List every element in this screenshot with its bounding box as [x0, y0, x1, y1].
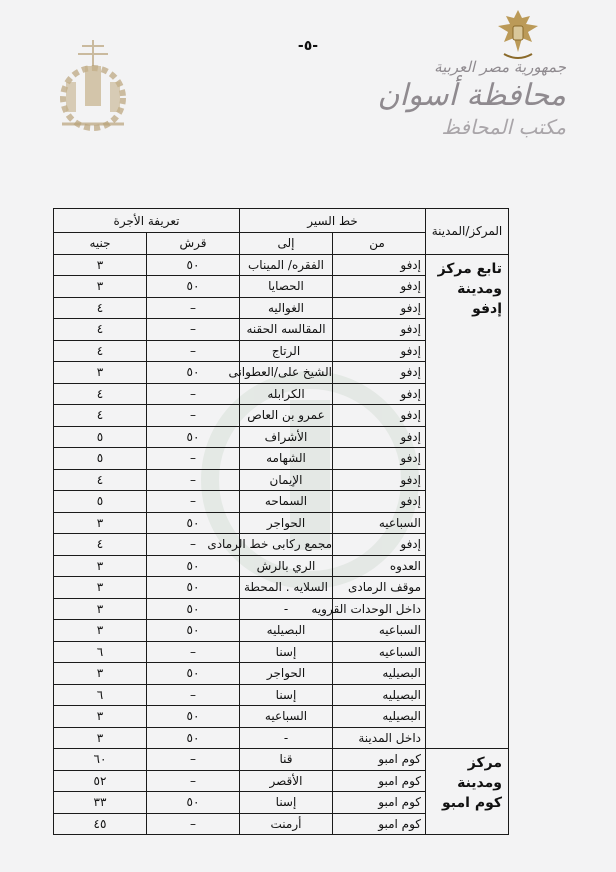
- table-row: [54, 749, 509, 771]
- cell-from: البصيليه: [333, 706, 426, 728]
- cell-qirsh: –: [147, 770, 240, 792]
- cell-qirsh: ٥٠: [147, 727, 240, 749]
- cell-from: إدفو: [333, 448, 426, 470]
- page-number: -٥-: [297, 38, 319, 54]
- cell-qirsh: –: [147, 383, 240, 405]
- header-qirsh: قرش: [147, 233, 240, 255]
- cell-to: الغواليه: [240, 297, 333, 319]
- letterhead-governorate: محافظة أسوان: [377, 78, 566, 113]
- cell-from: إدفو: [333, 405, 426, 427]
- region-label: مركز ومدينة كوم امبو: [441, 755, 502, 811]
- cell-from: إدفو: [333, 319, 426, 341]
- cell-from: كوم امبو: [333, 749, 426, 771]
- cell-qirsh: ٥٠: [147, 620, 240, 642]
- cell-qirsh: ٥٠: [147, 792, 240, 814]
- cell-qirsh: –: [147, 749, 240, 771]
- cell-from: إدفو: [333, 297, 426, 319]
- cell-from: داخل المدينة: [333, 727, 426, 749]
- cell-from: السباعيه: [333, 620, 426, 642]
- cell-pound: ٣: [54, 577, 147, 599]
- cell-from: موقف الرمادى: [333, 577, 426, 599]
- cell-to: الري بالرش: [240, 555, 333, 577]
- cell-to: الكرابله: [240, 383, 333, 405]
- cell-pound: ٥٢: [54, 770, 147, 792]
- cell-pound: ٦٠: [54, 749, 147, 771]
- cell-to: الإيمان: [240, 469, 333, 491]
- cell-from: داخل الوحدات القرويه: [333, 598, 426, 620]
- cell-to: الفقره/ الميناب: [240, 254, 333, 276]
- table-row: [54, 254, 509, 276]
- cell-pound: ٣: [54, 254, 147, 276]
- cell-from: كوم امبو: [333, 792, 426, 814]
- cell-pound: ٤: [54, 383, 147, 405]
- header-fare: تعريفة الأجرة: [54, 209, 240, 233]
- cell-pound: ٣: [54, 362, 147, 384]
- cell-to: السباعيه: [240, 706, 333, 728]
- cell-pound: ٤: [54, 469, 147, 491]
- cell-pound: ٦: [54, 641, 147, 663]
- cell-from: إدفو: [333, 491, 426, 513]
- cell-pound: ٣٣: [54, 792, 147, 814]
- cell-to: الحصايا: [240, 276, 333, 298]
- cell-to: قنا: [240, 749, 333, 771]
- cell-pound: ٥: [54, 491, 147, 513]
- cell-to: السلايه . المحطة: [240, 577, 333, 599]
- cell-from: إدفو: [333, 340, 426, 362]
- cell-from: السباعيه: [333, 641, 426, 663]
- header-to: إلى: [240, 233, 333, 255]
- cell-pound: ٤: [54, 319, 147, 341]
- cell-to: -: [240, 727, 333, 749]
- cell-qirsh: ٥٠: [147, 276, 240, 298]
- cell-to: الشيخ على/العطوانى: [240, 362, 333, 384]
- cell-qirsh: –: [147, 469, 240, 491]
- cell-from: إدفو: [333, 276, 426, 298]
- cell-to: أرمنت: [240, 813, 333, 835]
- cell-qirsh: –: [147, 340, 240, 362]
- cell-qirsh: –: [147, 448, 240, 470]
- cell-pound: ٤: [54, 297, 147, 319]
- cell-from: السباعيه: [333, 512, 426, 534]
- header-pound: جنيه: [54, 233, 147, 255]
- header-from: من: [333, 233, 426, 255]
- region-cell: [426, 749, 509, 835]
- cell-from: إدفو: [333, 254, 426, 276]
- cell-from: إدفو: [333, 362, 426, 384]
- letterhead: [378, 58, 566, 139]
- cell-from: إدفو: [333, 383, 426, 405]
- cell-from: البصيليه: [333, 684, 426, 706]
- cell-to: الشهامه: [240, 448, 333, 470]
- cell-to: مجمع ركابى خط الرمادى: [240, 534, 333, 556]
- cell-qirsh: ٥٠: [147, 555, 240, 577]
- cell-from: العدوه: [333, 555, 426, 577]
- cell-to: عمرو بن العاص: [240, 405, 333, 427]
- cell-to: الأشراف: [240, 426, 333, 448]
- cell-pound: ٥: [54, 448, 147, 470]
- cell-qirsh: –: [147, 813, 240, 835]
- cell-qirsh: –: [147, 491, 240, 513]
- cell-qirsh: –: [147, 405, 240, 427]
- cell-qirsh: ٥٠: [147, 426, 240, 448]
- cell-pound: ٣: [54, 276, 147, 298]
- cell-from: كوم امبو: [333, 770, 426, 792]
- cell-from: كوم امبو: [333, 813, 426, 835]
- cell-from: البصيليه: [333, 663, 426, 685]
- table-body: [54, 254, 509, 835]
- cell-pound: ٣: [54, 620, 147, 642]
- cell-pound: ٤٥: [54, 813, 147, 835]
- cell-pound: ٣: [54, 555, 147, 577]
- cell-qirsh: ٥٠: [147, 598, 240, 620]
- cell-pound: ٤: [54, 405, 147, 427]
- cell-qirsh: –: [147, 297, 240, 319]
- cell-pound: ٦: [54, 684, 147, 706]
- cell-pound: ٣: [54, 512, 147, 534]
- cell-pound: ٥: [54, 426, 147, 448]
- cell-from: إدفو: [333, 534, 426, 556]
- cell-qirsh: ٥٠: [147, 254, 240, 276]
- cell-from: إدفو: [333, 426, 426, 448]
- cell-from: إدفو: [333, 469, 426, 491]
- region-cell: [426, 254, 509, 749]
- aswan-logo-icon: [52, 36, 134, 136]
- cell-qirsh: –: [147, 641, 240, 663]
- cell-qirsh: ٥٠: [147, 362, 240, 384]
- cell-qirsh: ٥٠: [147, 577, 240, 599]
- cell-to: الرتاج: [240, 340, 333, 362]
- cell-to: السماحه: [240, 491, 333, 513]
- cell-qirsh: –: [147, 684, 240, 706]
- cell-to: الحواجر: [240, 512, 333, 534]
- cell-pound: ٤: [54, 340, 147, 362]
- cell-to: -: [240, 598, 333, 620]
- cell-to: الحواجر: [240, 663, 333, 685]
- header-region: المركز/المدينة: [426, 209, 509, 255]
- cell-pound: ٣: [54, 727, 147, 749]
- cell-to: الأقصر: [240, 770, 333, 792]
- cell-to: البصيليه: [240, 620, 333, 642]
- letterhead-country: جمهورية مصر العربية: [434, 58, 566, 76]
- cell-to: إسنا: [240, 641, 333, 663]
- header-route: خط السير: [240, 209, 426, 233]
- cell-qirsh: –: [147, 534, 240, 556]
- cell-pound: ٤: [54, 534, 147, 556]
- cell-qirsh: ٥٠: [147, 706, 240, 728]
- letterhead-office: مكتب المحافظ: [441, 115, 566, 139]
- cell-to: إسنا: [240, 792, 333, 814]
- region-label: تابع مركز ومدينة إدفو: [437, 260, 502, 317]
- cell-to: المقالسه الحقنه: [240, 319, 333, 341]
- cell-to: إسنا: [240, 684, 333, 706]
- cell-pound: ٣: [54, 598, 147, 620]
- cell-qirsh: ٥٠: [147, 663, 240, 685]
- cell-qirsh: –: [147, 319, 240, 341]
- cell-pound: ٣: [54, 663, 147, 685]
- cell-qirsh: ٥٠: [147, 512, 240, 534]
- cell-pound: ٣: [54, 706, 147, 728]
- fare-table: [53, 208, 509, 835]
